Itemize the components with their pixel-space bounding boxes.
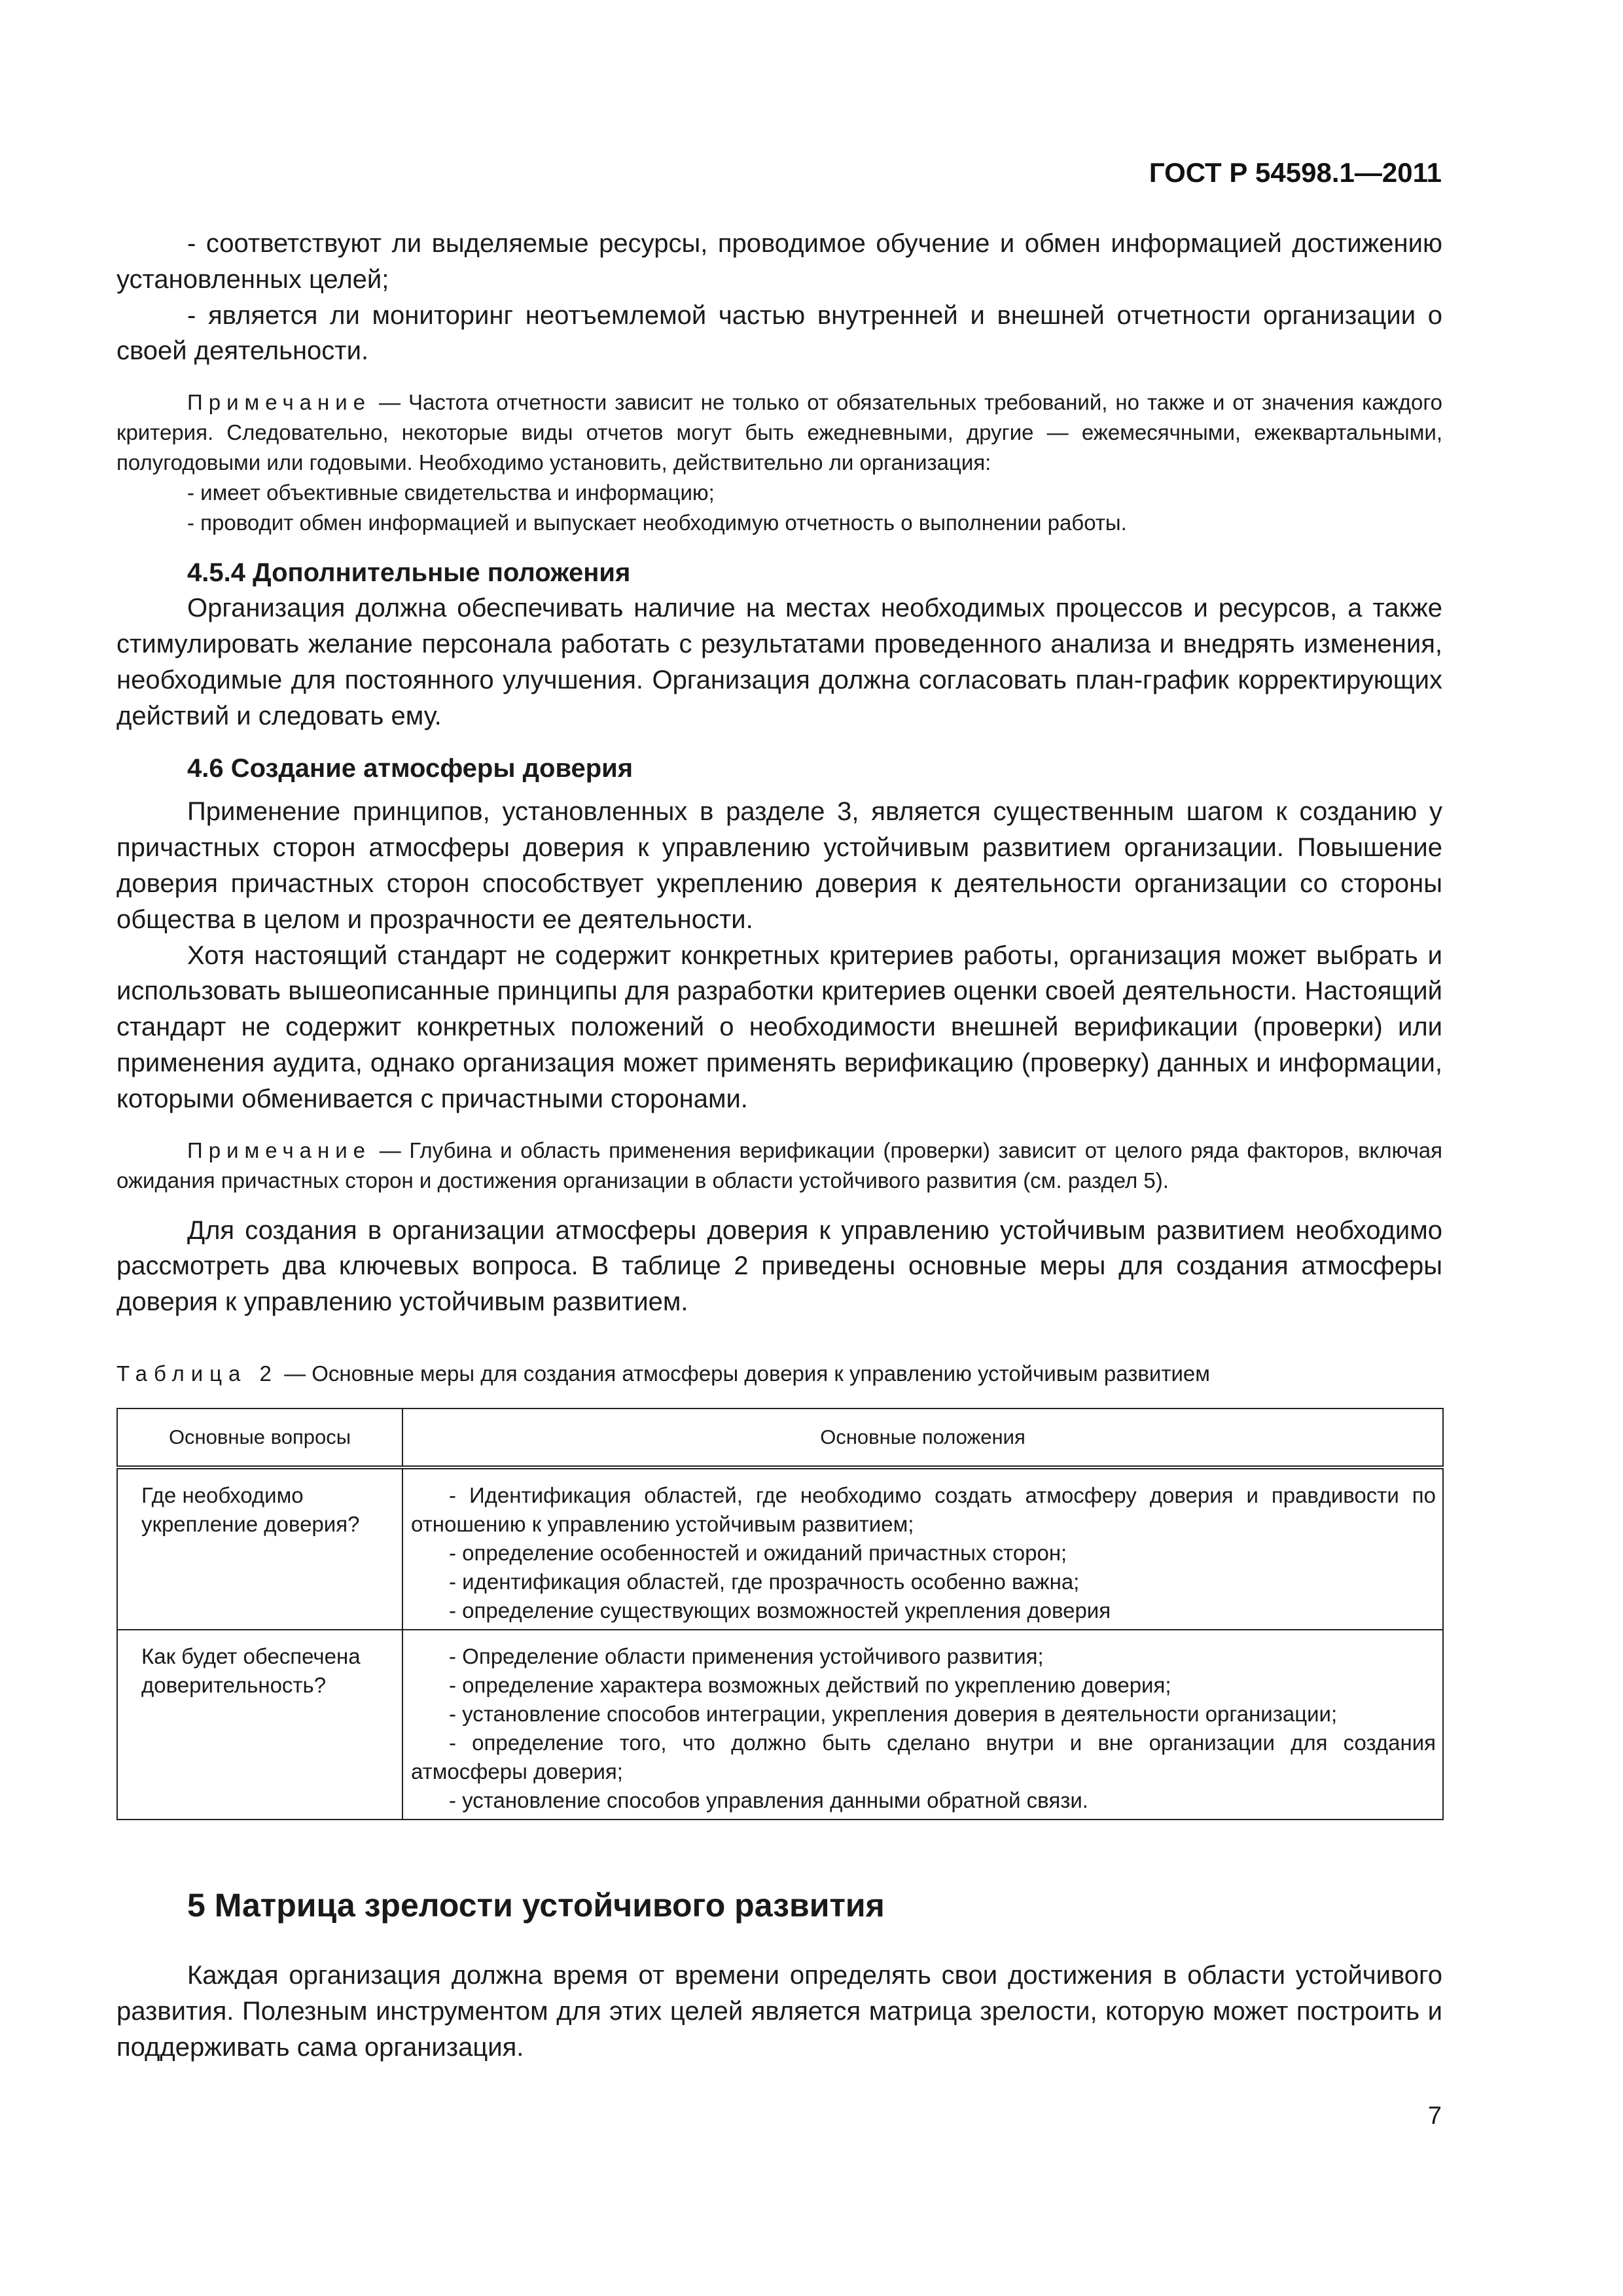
intro-bullet: - является ли мониторинг неотъемлемой частью внутренней и внешней отчетности организации о своей деятельности.	[116, 300, 1442, 366]
provision-item: - Идентификация областей, где необходимо создать атмосферу доверия и правдивости по отношению к управлению устойчивым развитием;	[411, 1482, 1436, 1536]
page-content	[116, 226, 1442, 2065]
table-header-row	[117, 1408, 1443, 1467]
note-label: Примечание	[187, 390, 372, 415]
provision-item: - определение особенностей и ожиданий причастных сторон;	[449, 1540, 1067, 1565]
section-4-6-paragraph: Хотя настоящий стандарт не содержит конкретных критериев работы, организация может выбрать и использовать вышеописанные принципы для разработки критериев оценки своей деятельности. Настоящий стандарт не содержит конкретных положений о необходимости внешней верификации (проверки) или применения аудита, однако организация может применять верификацию (проверку) данных и информации, которыми обменивается с причастными сторонами.	[116, 941, 1442, 1113]
provision-item: - Определение области применения устойчивого развития;	[449, 1643, 1044, 1668]
note-item: - имеет объективные свидетельства и информацию;	[187, 480, 715, 505]
section-4-5-4-heading: 4.5.4 Дополнительные положения	[187, 558, 631, 588]
table-2-caption	[116, 1359, 1442, 1388]
section-4-5-4-text: Организация должна обеспечивать наличие на местах необходимых процессов и ресурсов, а также стимулировать желание персонала работать с результатами проведенного анализа и внедрять изменения, необходимые для постоянного улучшения. Организация должна согласовать план-график корректирующих действий и следовать ему.	[116, 594, 1442, 730]
provisions-cell	[402, 1630, 1443, 1820]
note-item: - проводит обмен информацией и выпускает необходимую отчетность о выполнении работы.	[187, 511, 1127, 535]
question-cell: Как будет обеспечена доверительность?	[117, 1630, 402, 1820]
table-caption-text: — Основные меры для создания атмосферы доверия к управлению устойчивым развитием	[277, 1361, 1210, 1386]
table-caption-label: Таблица 2	[116, 1361, 278, 1386]
note-label: Примечание	[187, 1138, 372, 1162]
section-4-6-heading: 4.6 Создание атмосферы доверия	[187, 754, 633, 783]
provisions-cell	[402, 1467, 1443, 1630]
standard-code-header: ГОСТ Р 54598.1—2011	[1149, 157, 1442, 188]
provision-item: - определение того, что должно быть сделано внутри и вне организации для создания атмосферы доверия;	[411, 1730, 1436, 1784]
note-text: — Глубина и область применения верификации (проверки) зависит от целого ряда факторов, включая ожидания причастных сторон и достижения организации в области устойчивого развития (см. раздел 5).	[116, 1138, 1442, 1193]
provision-item: - установление способов управления данными обратной связи.	[449, 1787, 1088, 1812]
section-4-6-closing: Для создания в организации атмосферы доверия к управлению устойчивым развитием необходимо рассмотреть два ключевых вопроса. В таблице 2 приведены основные меры для создания атмосферы доверия к управлению устойчивым развитием.	[116, 1215, 1442, 1317]
column-header-provisions: Основные положения	[402, 1408, 1443, 1467]
column-header-questions: Основные вопросы	[117, 1408, 402, 1467]
intro-bullet: - соответствуют ли выделяемые ресурсы, проводимое обучение и обмен информацией достижению установленных целей;	[116, 229, 1442, 294]
table-row	[117, 1630, 1443, 1820]
provision-item: - определение характера возможных действий по укреплению доверия;	[449, 1672, 1171, 1697]
question-cell: Где необходимо укрепление доверия?	[117, 1467, 402, 1630]
provision-item: - идентификация областей, где прозрачность особенно важна;	[449, 1569, 1080, 1594]
section-5-heading: 5 Матрица зрелости устойчивого развития	[187, 1886, 885, 1924]
page-number: 7	[1427, 2102, 1442, 2130]
table-row	[117, 1467, 1443, 1630]
provision-item: - установление способов интеграции, укрепления доверия в деятельности организации;	[449, 1701, 1338, 1726]
note-text: — Частота отчетности зависит не только от обязательных требований, но также и от значения каждого критерия. Следовательно, некоторые виды отчетов могут быть ежедневными, другие — ежемесячными, ежеквартальными, полугодовыми или годовыми. Необходимо установить, действительно ли организация:	[116, 390, 1442, 475]
provision-item: - определение существующих возможностей укрепления доверия	[449, 1598, 1111, 1623]
section-4-6-paragraph: Применение принципов, установленных в разделе 3, является существенным шагом к созданию у причастных сторон атмосферы доверия к управлению устойчивым развитием организации. Повышение доверия причастных сторон способствует укреплению доверия к деятельности организации со стороны общества в целом и прозрачности ее деятельности.	[116, 797, 1442, 934]
note-2	[116, 1136, 1442, 1196]
section-5-text: Каждая организация должна время от времени определять свои достижения в области устойчивого развития. Полезным инструментом для этих целей является матрица зрелости, которую может построить и поддерживать сама организация.	[116, 1960, 1442, 2062]
note-1	[116, 387, 1442, 478]
table-2	[116, 1408, 1444, 1820]
